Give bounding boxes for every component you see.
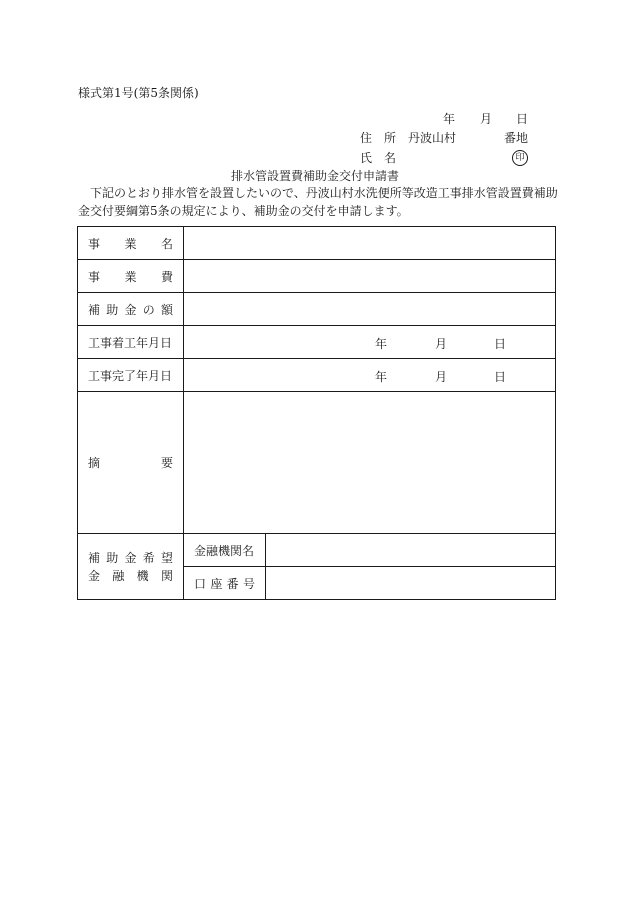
financial-institution-label: 金融機関名	[184, 534, 266, 567]
start-year-label: 年	[375, 337, 388, 351]
village-name: 丹波山村	[408, 131, 457, 145]
completion-month-label: 月	[435, 370, 448, 384]
completion-day-label: 日	[494, 370, 507, 384]
summary-field[interactable]	[184, 392, 556, 534]
seal-mark	[512, 149, 528, 166]
document-title: 排水管設置費補助金交付申請書	[230, 169, 399, 183]
table-row	[78, 359, 556, 392]
date-month-label: 月	[480, 112, 493, 126]
start-month-label: 月	[435, 337, 448, 351]
project-name-field[interactable]	[184, 227, 556, 260]
account-number-field[interactable]	[266, 567, 556, 600]
completion-date-field[interactable]	[184, 359, 556, 392]
completion-year-label: 年	[375, 370, 388, 384]
table-row	[78, 534, 556, 567]
start-day-label: 日	[494, 337, 507, 351]
table-row	[78, 260, 556, 293]
date-day-label: 日	[516, 112, 529, 126]
body-text: 下記のとおり排水管を設置したいので、丹波山村水洗便所等改造工事排水管設置費補助金交付要綱第5条の規定により、補助金の交付を申請します。	[78, 186, 558, 218]
application-table	[77, 226, 556, 600]
bank-label: 補 助 金 希 望 金 融 機 関	[78, 534, 184, 600]
banchi-label: 番地	[504, 131, 529, 145]
start-date-label: 工事着工年月日	[78, 326, 184, 359]
table-row	[78, 227, 556, 260]
table-row	[78, 293, 556, 326]
project-cost-field[interactable]	[184, 260, 556, 293]
summary-label: 摘 要	[78, 392, 184, 534]
subsidy-amount-field[interactable]	[184, 293, 556, 326]
subsidy-amount-label: 補 助 金 の 額	[78, 293, 184, 326]
address-label: 住 所	[360, 131, 397, 145]
financial-institution-field[interactable]	[266, 534, 556, 567]
start-date-field[interactable]	[184, 326, 556, 359]
project-name-label: 事 業 名	[78, 227, 184, 260]
completion-date-label: 工事完了年月日	[78, 359, 184, 392]
table-row	[78, 326, 556, 359]
name-label: 氏 名	[360, 151, 397, 165]
project-cost-label: 事 業 費	[78, 260, 184, 293]
table-row	[78, 392, 556, 534]
date-year-label: 年	[443, 112, 456, 126]
form-number: 様式第1号(第5条関係)	[78, 86, 199, 100]
account-number-label: 口 座 番 号	[184, 567, 266, 600]
seal-icon: 印	[512, 150, 528, 166]
